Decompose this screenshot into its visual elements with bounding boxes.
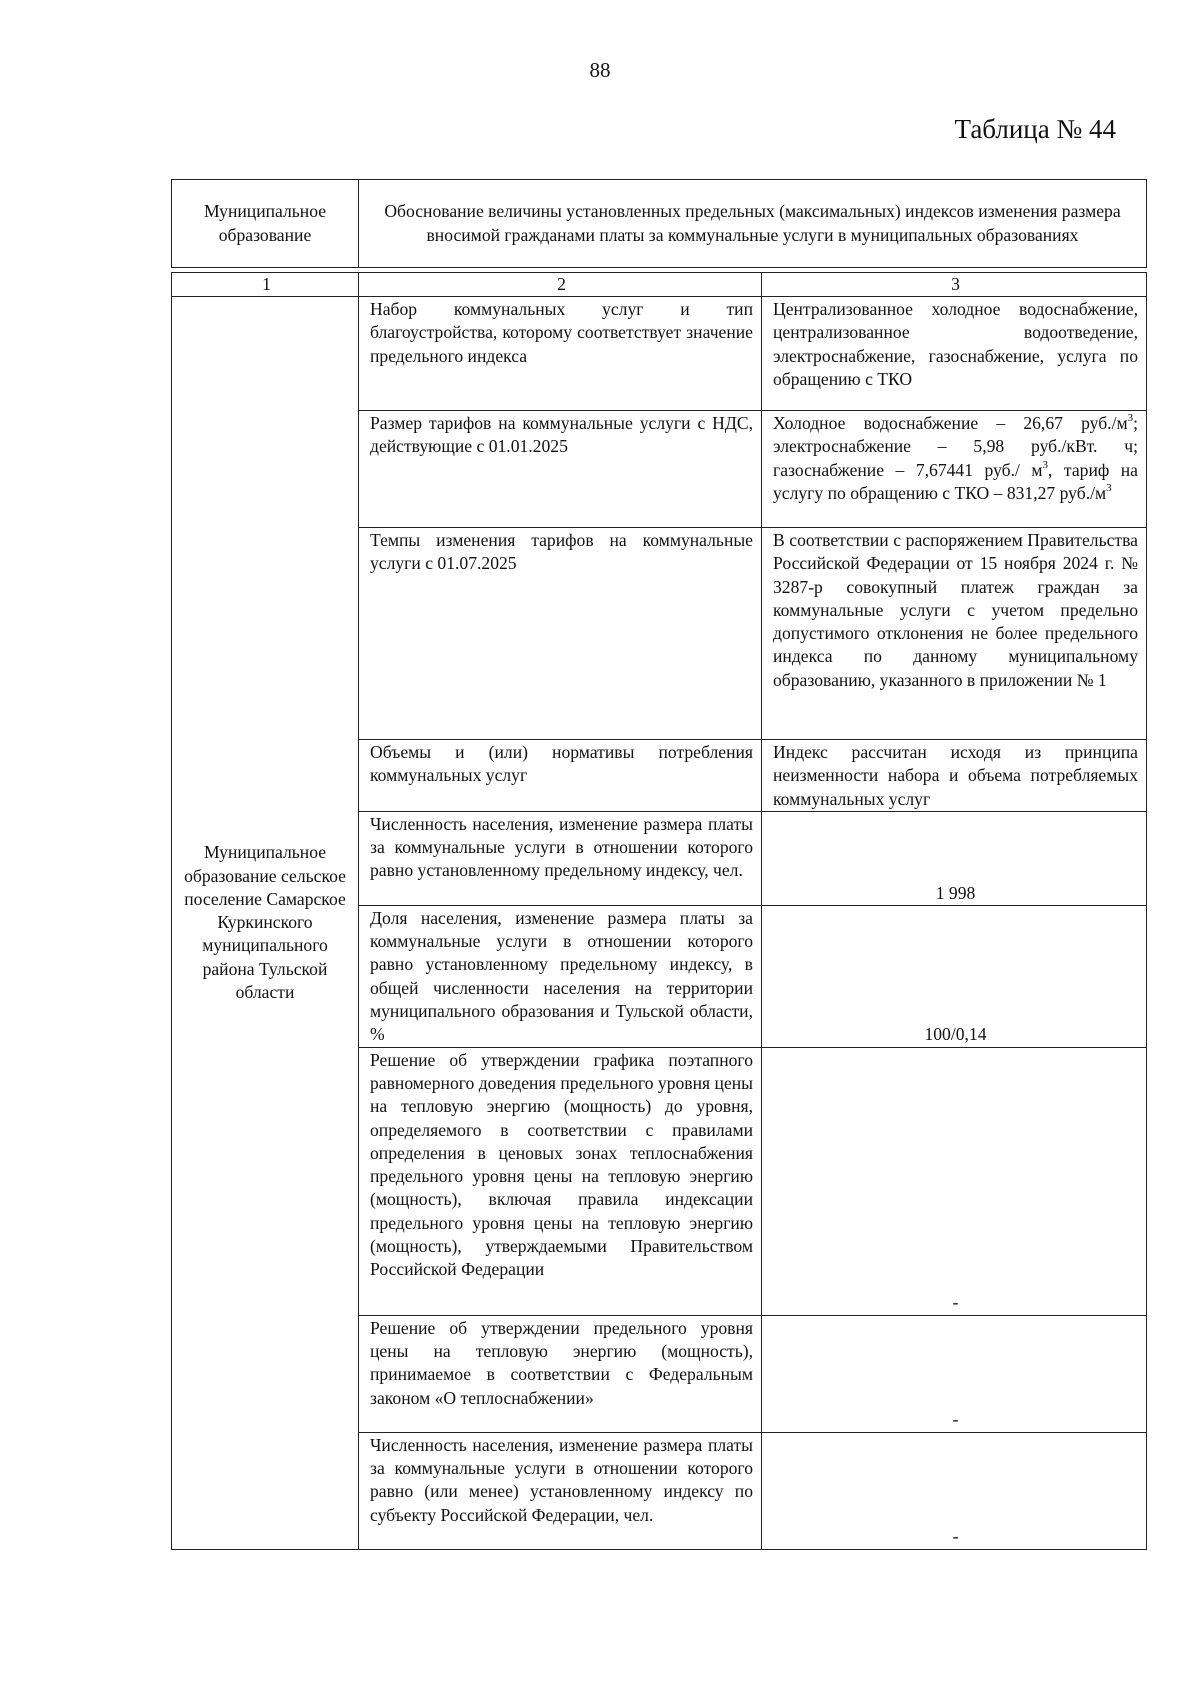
- table-title: Таблица № 44: [954, 114, 1116, 144]
- row-value: -: [762, 1432, 1147, 1549]
- header-municipality: Муниципальное образование: [172, 180, 359, 268]
- row-value: Централизованное холодное водоснабжение, централизованное водоотведение, электроснабжение, газоснабжение, услуга по обращению с ТКО: [762, 297, 1147, 411]
- row-value-tariffs: [762, 411, 1147, 528]
- row-label: Доля населения, изменение размера платы за коммунальные услуги в отношении которого равно установленному предельному индексу, в общей численности населения на территории муниципального образования и Тульской области, %: [359, 905, 762, 1047]
- page-number: 88: [589, 58, 611, 82]
- superscript: 3: [1127, 412, 1134, 425]
- column-number-row: [172, 273, 1147, 297]
- row-label: Набор коммунальных услуг и тип благоустройства, которому соответствует значение предельного индекса: [359, 297, 762, 411]
- tariff-table: [171, 272, 1147, 1550]
- row-value: -: [762, 1047, 1147, 1315]
- row-label: Численность населения, изменение размера платы за коммунальные услуги в отношении которого равно установленному предельному индексу, чел.: [359, 811, 762, 905]
- table-row: [172, 297, 1147, 411]
- column-number-3: 3: [762, 273, 1147, 297]
- row-label: Темпы изменения тарифов на коммунальные услуги с 01.07.2025: [359, 528, 762, 740]
- row-label: Объемы и (или) нормативы потребления коммунальных услуг: [359, 740, 762, 812]
- row-label: Размер тарифов на коммунальные услуги с НДС, действующие с 01.01.2025: [359, 411, 762, 528]
- row-label: Решение об утверждении графика поэтапного равномерного доведения предельного уровня цены на тепловую энергию (мощность) до уровня, определяемого в соответствии с правилами определения в ценовых зонах теплоснабжения предельного уровня цены на тепловую энергию (мощность), включая правила индексации предельного уровня цены на тепловую энергию (мощность), утверждаемыми Правительством Российской Федерации: [359, 1047, 762, 1315]
- header-justification: Обоснование величины установленных предельных (максимальных) индексов изменения размера вносимой гражданами платы за коммунальные услуги в муниципальных образованиях: [359, 180, 1147, 268]
- column-number-2: 2: [359, 273, 762, 297]
- row-value: Индекс рассчитан исходя из принципа неизменности набора и объема потребляемых коммунальных услуг: [762, 740, 1147, 812]
- superscript: 3: [1106, 482, 1112, 495]
- column-number-1: 1: [172, 273, 359, 297]
- row-label: Решение об утверждении предельного уровня цены на тепловую энергию (мощность), принимаемое в соответствии с Федеральным законом «О теплоснабжении»: [359, 1315, 762, 1432]
- row-value: 100/0,14: [762, 905, 1147, 1047]
- superscript: 3: [1042, 458, 1049, 471]
- row-label: Численность населения, изменение размера платы за коммунальные услуги в отношении которого равно (или менее) установленному индексу по субъекту Российской Федерации, чел.: [359, 1432, 762, 1549]
- row-value: -: [762, 1315, 1147, 1432]
- tariff-part: Холодное водоснабжение – 26,67 руб./м: [773, 413, 1128, 433]
- row-value: В соответствии с распоряжением Правительства Российской Федерации от 15 ноября 2024 г. № 3287-р совокупный платеж граждан за коммунальные услуги с учетом предельно допустимого отклонения не более предельного индекса по данному муниципальному образованию, указанного в приложении № 1: [762, 528, 1147, 740]
- row-value: 1 998: [762, 811, 1147, 905]
- tariff-part: ; электроснабжение – 5,98 руб./кВт. ч; газоснабжение – 7,67441 руб./ м: [773, 413, 1138, 480]
- municipality-cell: Муниципальное образование сельское поселение Самарское Куркинского муниципального района Тульской области: [172, 297, 359, 1550]
- tariff-part: , тариф на услугу по обращению с ТКО – 831,27 руб./м: [773, 459, 1138, 503]
- header-table: [171, 179, 1147, 268]
